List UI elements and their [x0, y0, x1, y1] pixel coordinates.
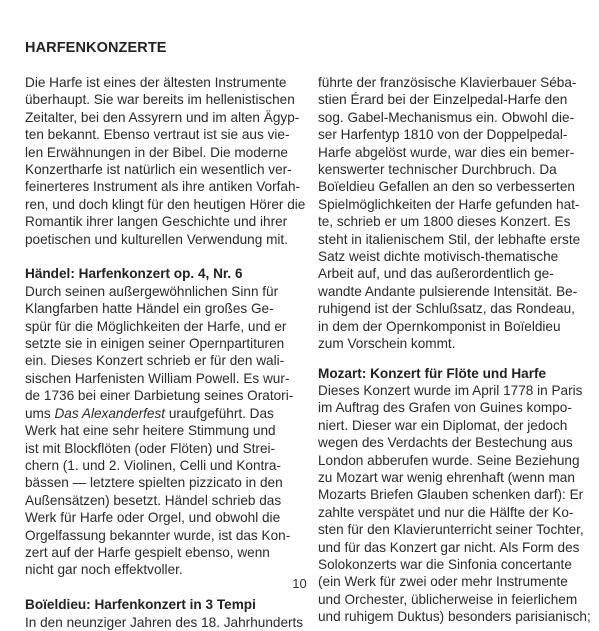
text-line: Die Harfe ist eines der ältesten Instrumente: [25, 75, 287, 90]
text-line: Dieses Konzert wurde im April 1778 in Paris: [318, 382, 583, 398]
text-line: sog. Gabel-Mechanismus ein. Obwohl die-: [318, 109, 575, 125]
text-line: sten für den Klavierunterricht seiner Tochter,: [318, 522, 584, 538]
text-line: poetischen und kulturellen Verwendung mit.: [25, 231, 288, 247]
text-line: Durch seinen außergewöhnlichen Sinn für: [25, 283, 279, 299]
text-line: ruhigend ist der Schlußsatz, das Rondeau,: [318, 301, 575, 317]
text-line: stien Érard bei der Einzelpedal-Harfe den: [318, 92, 568, 108]
text-line: de 1736 bei einer Darbietung seines Oratori-: [25, 388, 294, 404]
text-line: chern (1. und 2. Violinen, Celli und Kontra-: [25, 457, 281, 473]
text-line: spür für die Möglichkeiten der Harfe, und er: [25, 318, 287, 334]
text-line: niert. Dieser war ein Diplomat, der jedoch: [318, 417, 568, 433]
paragraph-gap: [25, 248, 303, 265]
text-line: wandte Andante pulsierende Intensität. Be-: [318, 283, 578, 299]
page-heading: HARFENKONZERTE: [25, 40, 167, 56]
text-line: zahlte verspätet und nur die Hälfte der Ko-: [318, 504, 574, 520]
text-line: Klangfarben hatte Händel ein großes Ge-: [25, 301, 274, 317]
text-line: nicht gar noch effektvoller.: [25, 562, 183, 578]
text-line: ser Harfentyp 1810 von der Doppelpedal-: [318, 127, 568, 143]
paragraph-gap: [318, 353, 584, 365]
text-line: bässen — letztere spielten pizzicato in den: [25, 475, 283, 491]
text-line: ist mit Blockflöten (oder Flöten) und Strei-: [25, 440, 276, 456]
left-column: [25, 74, 306, 631]
text-line: Satz weist dichte motivisch-thematische: [318, 249, 559, 265]
text-line: Mozarts Briefen Glauben schenken darf): Er: [318, 487, 584, 503]
text-line: London abberufen wurde. Seine Beziehung: [318, 452, 580, 468]
text-line: Werk für Harfe oder Orgel, und obwohl die: [25, 510, 281, 526]
text-line: Arbeit auf, und das außerordentlich ge-: [318, 266, 554, 282]
right-column: [318, 74, 591, 626]
text-line: ein. Dieses Konzert schrieb er für den wali-: [25, 353, 285, 369]
text-line: Zeitalter, bei den Assyrern und im alten Ägyp-: [25, 109, 300, 125]
text-line: Orgelfassung bekannter wurde, ist das Kon-: [25, 527, 291, 543]
text-fragment: uraufgeführt. Das: [165, 405, 274, 421]
text-line: steht in italienischem Stil, der lebhafte erste: [318, 231, 581, 247]
text-line: Spielmöglichkeiten der Harfe gefunden hat-: [318, 196, 580, 212]
text-line: zert auf der Harfe gespielt ebenso, wenn: [25, 544, 270, 560]
section-heading-boieldieu: Boïeldieu: Harfenkonzert in 3 Tempi: [25, 597, 256, 613]
text-line: Harfe abgelöst wurde, war dies ein bemer-: [318, 144, 575, 160]
text-line: te, schrieb er um 1800 dieses Konzert. Es: [318, 214, 571, 230]
text-line: ren, und doch klingt für den heutigen Hörer die: [25, 196, 306, 212]
text-line: Solokonzerts war die Sinfonia concertante: [318, 556, 572, 572]
text-line: Romantik ihrer langen Geschichte und ihrer: [25, 214, 288, 230]
text-line: zu Mozart war wenig ehrenhaft (wenn man: [318, 469, 575, 485]
text-line: kenswerter technischer Durchbruch. Da: [318, 162, 557, 178]
text-line: In den neunziger Jahren des 18. Jahrhunderts: [25, 614, 304, 630]
text-line: in dem der Opernkomponist in Boïeldieu: [318, 318, 561, 334]
text-line: sischen Harfenisten William Powell. Es wur-: [25, 370, 290, 386]
text-line: führte der französische Klavierbauer Séba-: [318, 75, 577, 90]
text-line: setzte sie in einigen seiner Opernpartituren: [25, 336, 285, 352]
text-line: und für das Konzert gar nicht. Als Form des: [318, 539, 580, 555]
section-heading-haendel: Händel: Harfenkonzert op. 4, Nr. 6: [25, 266, 243, 282]
text-line-with-title: [25, 405, 303, 422]
text-line: und ruhigem Duktus) besonders parisianisch;: [318, 609, 591, 625]
page-number: 10: [292, 576, 307, 591]
text-line: (ein Werk für zwei oder mehr Instrumente: [318, 574, 568, 590]
text-line: im Auftrag des Grafen von Guines kompo-: [318, 400, 572, 416]
text-line: und Orchester, üblicherweise in feierlichem: [318, 591, 578, 607]
text-line: ten bekannt. Ebenso vertraut ist sie aus vie-: [25, 127, 290, 143]
text-line: überhaupt. Sie war bereits im hellenistischen: [25, 92, 295, 108]
text-line: zum Vorschein kommt.: [318, 336, 456, 352]
text-line: wegen des Verdachts der Bestechung aus: [318, 435, 573, 451]
text-line: Boïeldieu Gefallen an den so verbesserten: [318, 179, 575, 195]
text-line: Konzertharfe ist natürlich ein wesentlich ver-: [25, 162, 292, 178]
text-fragment: ums: [25, 405, 55, 421]
section-heading-mozart: Mozart: Konzert für Flöte und Harfe: [318, 365, 547, 381]
work-title: Das Alexanderfest: [54, 405, 166, 421]
text-line: Außensätzen) besetzt. Händel schrieb das: [25, 492, 282, 508]
text-line: Werk hat eine sehr heitere Stimmung und: [25, 423, 276, 439]
text-line: feinerteres Instrument als ihre antiken Vorfah-: [25, 179, 301, 195]
text-line: len Erwähnungen in der Bibel. Die moderne: [25, 144, 288, 160]
